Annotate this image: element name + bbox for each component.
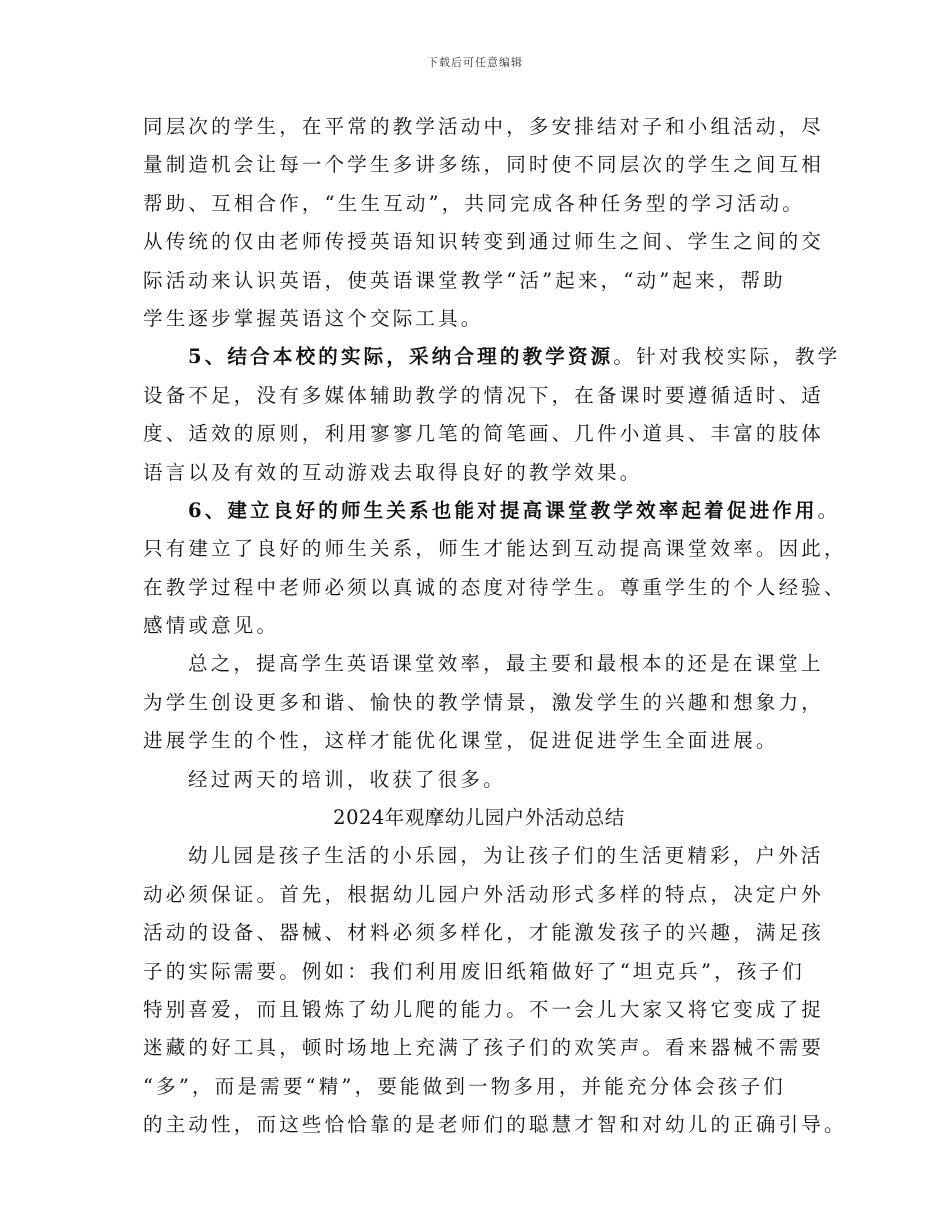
closing-line: 经过两天的培训，收获了很多。 [188,767,506,791]
summary-paragraph-start: 总之，提高学生英语课堂效率，最主要和最根本的还是在课堂上 [188,652,824,676]
section-6-line [143,492,841,530]
body-line: 学生逐步掌握英语这个交际工具。 [143,306,484,330]
section-6-text: 。 [817,498,841,522]
section-6-heading: 6、建立良好的师生关系也能对提高课堂教学效率起着促进作用 [188,498,818,522]
body-line: 在教学过程中老师必须以真诚的态度对待学生。尊重学生的个人经验、 [143,575,847,599]
body-line: 动必须保证。首先，根据幼儿园户外活动形式多样的特点，决定户外 [143,882,825,906]
body-line: “多”，而是需要“精”，要能做到一物多用，并能充分体会孩子们 [143,1074,786,1098]
body-line: 感情或意见。 [143,614,280,638]
article-paragraph-start: 幼儿园是孩子生活的小乐园，为让孩子们的生活更精彩，户外活 [188,844,824,868]
body-line: 语言以及有效的互动游戏去取得良好的教学效果。 [143,460,643,484]
body-line: 活动的设备、器械、材料必须多样化，才能激发孩子的兴趣，满足孩 [143,921,825,945]
article-title: 2024年观摩幼儿园户外活动总结 [333,806,625,830]
body-line: 同层次的学生，在平常的教学活动中，多安排结对子和小组活动，尽 [143,115,825,138]
body-line: 量制造机会让每一个学生多讲多练，同时使不同层次的学生之间互相 [143,153,825,177]
body-line: 度、适效的原则，利用寥寥几笔的简笔画、几件小道具、丰富的肢体 [143,422,825,446]
section-5-heading: 5、结合本校的实际，采纳合理的教学资源 [188,345,614,369]
body-line: 际活动来认识英语，使英语课堂教学“活”起来，“动”起来，帮助 [143,268,786,292]
body-line: 特别喜爱，而且锻炼了幼儿爬的能力。不一会儿大家又将它变成了捉 [143,997,825,1021]
body-line: 只有建立了良好的师生关系，师生才能达到互动提高课堂效率。因此， [143,537,847,561]
body-line: 帮助、互相合作，“生生互动”，共同完成各种任务型的学习活动。 [143,191,805,215]
body-line: 从传统的仅由老师传授英语知识转变到通过师生之间、学生之间的交 [143,230,825,254]
body-line: 的主动性，而这些恰恰靠的是老师们的聪慧才智和对幼儿的正确引导。 [143,1113,847,1137]
page-header: 下载后可任意编辑 [427,56,523,69]
section-5-text: 。针对我校实际，教学 [613,345,841,369]
document-body [143,108,847,1145]
body-line: 子的实际需要。例如：我们利用废旧纸箱做好了“坦克兵”，孩子们 [143,959,805,983]
section-5-line [143,338,841,376]
body-line: 为学生创设更多和谐、愉快的教学情景，激发学生的兴趣和想象力， [143,690,825,714]
body-line: 进展学生的个性，这样才能优化课堂，促进促进学生全面进展。 [143,729,779,753]
body-line: 迷藏的好工具，顿时场地上充满了孩子们的欢笑声。看来器械不需要 [143,1036,825,1060]
body-line: 设备不足，没有多媒体辅助教学的情况下，在备课时要遵循适时、适 [143,383,825,407]
